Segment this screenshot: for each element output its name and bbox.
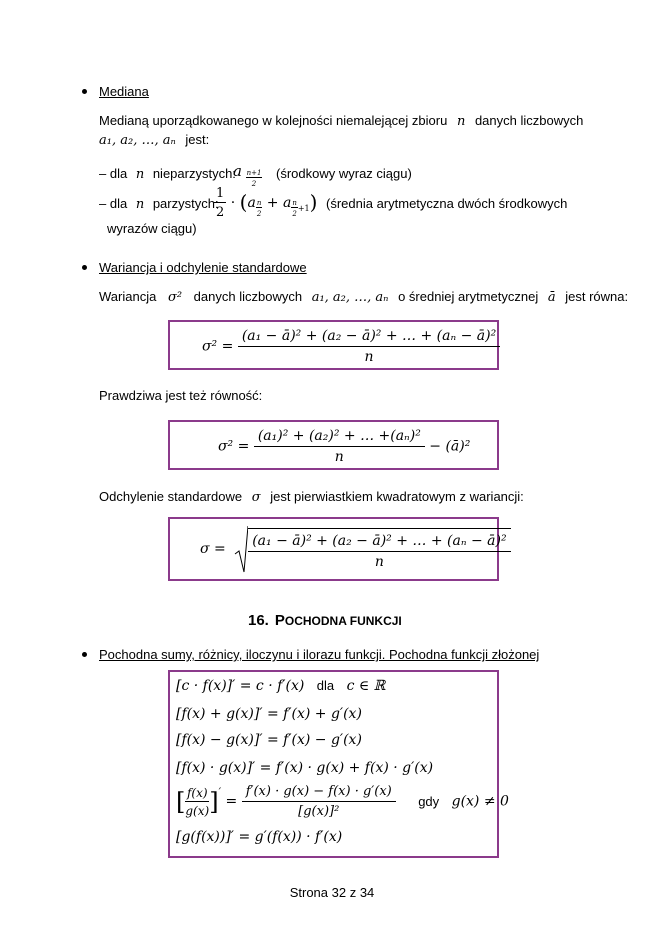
odd-after: nieparzystych: — [152, 166, 236, 181]
n-symbol: n — [135, 167, 145, 182]
line5-condition: g(x) ≠ 0 — [451, 793, 509, 810]
f1-numerator: (a₁ − ā)² + (a₂ − ā)² + … + (aₙ − ā)² — [238, 328, 500, 347]
sqrt-sign-icon — [234, 524, 248, 574]
odd-label: – dla — [99, 166, 128, 181]
f2-tail: − (ā)² — [429, 438, 471, 455]
section-number: 16. — [248, 612, 269, 629]
median-heading: Mediana — [99, 84, 149, 99]
line5-numerator: f′(x) · g(x) − f(x) · g′(x) — [242, 784, 396, 802]
also-true-text: Prawdziwa jest też równość: — [99, 388, 263, 403]
odd-note: (środkowy wyraz ciągu) — [276, 166, 412, 181]
variance-intro-2: danych liczbowych — [193, 289, 303, 304]
bullet-derivative — [82, 652, 87, 657]
even-note-2: wyrazów ciągu) — [107, 221, 197, 236]
line5-g: g(x) — [185, 803, 210, 818]
median-intro-text: Medianą uporządkowanego w kolejności niemalejącej zbioru — [99, 113, 448, 128]
f1-denominator: n — [364, 349, 374, 365]
f3-denominator: n — [374, 554, 384, 570]
f2-denominator: n — [334, 449, 344, 465]
bullet-variance — [82, 265, 87, 270]
section-title-rest: OCHODNA FUNKCJI — [284, 614, 402, 628]
median-odd-formula: a $\frac{n+1}{2}$ — [233, 162, 262, 188]
median-jest: jest: — [185, 132, 210, 147]
line1-formula: [c · f(x)]′ = c · f′(x) — [176, 678, 305, 694]
line1-condition: c ∈ ℝ — [346, 678, 386, 694]
even-note: (średnia arytmetyczna dwóch środkowych — [326, 196, 568, 211]
variance-heading: Wariancja i odchylenie standardowe — [99, 260, 307, 275]
f2-numerator: (a₁)² + (a₂)² + … +(aₙ)² — [254, 428, 425, 447]
derivative-line-6: [g(f(x))]′ = g′(f(x)) · f′(x) — [176, 829, 343, 845]
n-symbol: n — [456, 114, 466, 129]
line5-gdy: gdy — [418, 794, 440, 809]
odd-formula-a: a — [233, 162, 242, 180]
variance-formula-2 — [218, 428, 470, 465]
median-intro-after: danych liczbowych — [474, 113, 584, 128]
derivative-heading: Pochodna sumy, różnicy, iloczynu i ilorazu funkcji. Pochodna funkcji złożonej — [99, 647, 540, 662]
std-text-1: Odchylenie standardowe — [99, 489, 243, 504]
std-text-2: jest pierwiastkiem kwadratowym z wariancji: — [270, 489, 524, 504]
median-odd-line — [99, 166, 236, 182]
median-intro — [99, 113, 583, 129]
page-number: Strona 32 z 34 — [289, 885, 375, 900]
variance-intro-3: o średniej arytmetycznej — [398, 289, 539, 304]
f1-lhs: σ² = — [202, 338, 234, 355]
median-even-line — [99, 196, 219, 212]
median-seq: a₁, a₂, …, aₙ — [99, 133, 176, 148]
section-title-initial: P — [274, 612, 285, 629]
derivative-line-2: [f(x) + g(x)]′ = f′(x) + g′(x) — [176, 706, 362, 722]
line1-dla: dla — [316, 678, 335, 693]
sigma-squared: σ² — [167, 290, 183, 305]
bullet-median — [82, 89, 87, 94]
variance-intro — [99, 289, 628, 305]
variance-seq: a₁, a₂, …, aₙ — [311, 290, 389, 305]
line5-denominator: [g(x)]² — [298, 804, 340, 819]
n-symbol: n — [135, 197, 145, 212]
variance-intro-4: jest równa: — [565, 289, 629, 304]
median-even-formula: $\frac{1}{2}$ · (a $\frac{n}{2}$ + a $\frac{n}{2}$ $_{+1}$) — [216, 186, 318, 220]
f3-numerator: (a₁ − ā)² + (a₂ − ā)² + … + (aₙ − ā)² — [248, 533, 510, 552]
std-intro — [99, 489, 524, 505]
derivative-line-1 — [176, 678, 385, 694]
variance-formula-1 — [202, 328, 500, 365]
std-sigma: σ — [251, 490, 261, 505]
even-label: – dla — [99, 196, 128, 211]
std-formula — [200, 524, 511, 574]
derivative-line-3: [f(x) − g(x)]′ = f′(x) − g′(x) — [176, 732, 362, 748]
a-bar: ā — [547, 290, 556, 305]
f3-lhs: σ = — [200, 541, 226, 557]
derivative-line-4: [f(x) · g(x)]′ = f′(x) · g(x) + f(x) · g′(x) — [176, 760, 434, 776]
even-after: parzystych: — [152, 196, 219, 211]
derivative-formulas-box — [168, 670, 509, 858]
section-16-title — [248, 612, 402, 629]
f2-lhs: σ² = — [218, 438, 250, 455]
variance-intro-1: Wariancja — [99, 289, 157, 304]
line5-f: f(x) — [186, 785, 208, 800]
median-seq-line — [99, 132, 209, 148]
derivative-line-5: [ $\frac{f(x)}{g(x)}$ ]′ = $\frac{f'(x) \cdot g(x) - f(x) \cdot g'(x)}{\text{[g(x)]²}}$ gdy g(x) ≠ 0 — [176, 784, 509, 819]
